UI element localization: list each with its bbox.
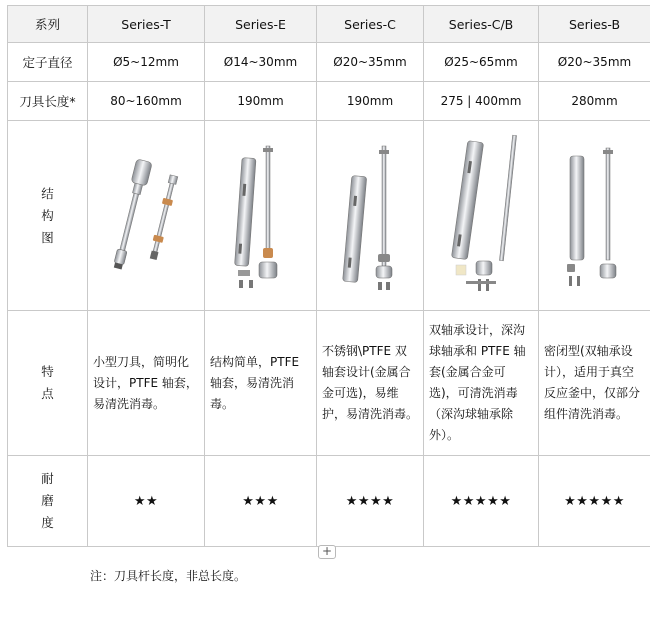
tool-exploded-view-image (211, 136, 311, 296)
durability-row (8, 456, 650, 547)
diameter-cell: Ø20~35mm (317, 43, 424, 82)
diameter-row (8, 43, 650, 82)
length-cell: 280mm (539, 82, 650, 121)
structure-image-series-e (205, 121, 317, 311)
durability-stars: ★★ (88, 456, 205, 547)
durability-stars: ★★★★★ (424, 456, 539, 547)
durability-label: 耐磨度 (41, 471, 54, 530)
length-label: 刀具长度* (8, 82, 88, 121)
features-label: 特点 (41, 364, 54, 401)
spec-table-container (7, 5, 650, 547)
durability-stars: ★★★ (205, 456, 317, 547)
features-row (8, 311, 650, 456)
length-cell: 80~160mm (88, 82, 205, 121)
length-row (8, 82, 650, 121)
structure-label: 结构图 (41, 185, 54, 245)
length-cell: 190mm (317, 82, 424, 121)
spec-table (7, 5, 650, 547)
features-cell: 小型刀具，简明化设计，PTFE 轴套，易清洗消毒。 (88, 311, 205, 456)
diameter-cell: Ø14~30mm (205, 43, 317, 82)
durability-stars: ★★★★ (317, 456, 424, 547)
structure-image-series-t (88, 121, 205, 311)
header-row (8, 6, 650, 43)
column-series-b: Series-B (539, 6, 650, 43)
structure-row (8, 121, 650, 311)
tool-exploded-view-image (545, 136, 645, 296)
length-cell: 275 | 400mm (424, 82, 539, 121)
length-cell: 190mm (205, 82, 317, 121)
diameter-cell: Ø20~35mm (539, 43, 650, 82)
footnote: 注：刀具杆长度，非总长度。 (90, 569, 247, 583)
structure-image-series-c (317, 121, 424, 311)
tool-exploded-view-image (320, 136, 420, 296)
durability-stars: ★★★★★ (539, 456, 650, 547)
features-cell: 密闭型(双轴承设计），适用于真空反应釜中，仅部分组件清洗消毒。 (539, 311, 650, 456)
tool-exploded-view-image (91, 141, 201, 291)
diameter-label: 定子直径 (8, 43, 88, 82)
column-series-t: Series-T (88, 6, 205, 43)
features-cell: 双轴承设计，深沟球轴承和 PTFE 轴套(金属合金可选)，可清洗消毒（深沟球轴承除外）。 (424, 311, 539, 456)
features-cell: 结构简单，PTFE 轴套，易清洗消毒。 (205, 311, 317, 456)
column-series-e: Series-E (205, 6, 317, 43)
diameter-cell: Ø5~12mm (88, 43, 205, 82)
structure-image-series-cb (424, 121, 539, 311)
structure-image-series-b (539, 121, 650, 311)
header-label: 系列 (8, 6, 88, 43)
add-row-button[interactable]: + (318, 545, 336, 559)
features-cell: 不锈钢\PTFE 双轴套设计(金属合金可选)，易维护，易清洗消毒。 (317, 311, 424, 456)
column-series-c: Series-C (317, 6, 424, 43)
column-series-cb: Series-C/B (424, 6, 539, 43)
tool-exploded-view-image (426, 131, 536, 301)
diameter-cell: Ø25~65mm (424, 43, 539, 82)
